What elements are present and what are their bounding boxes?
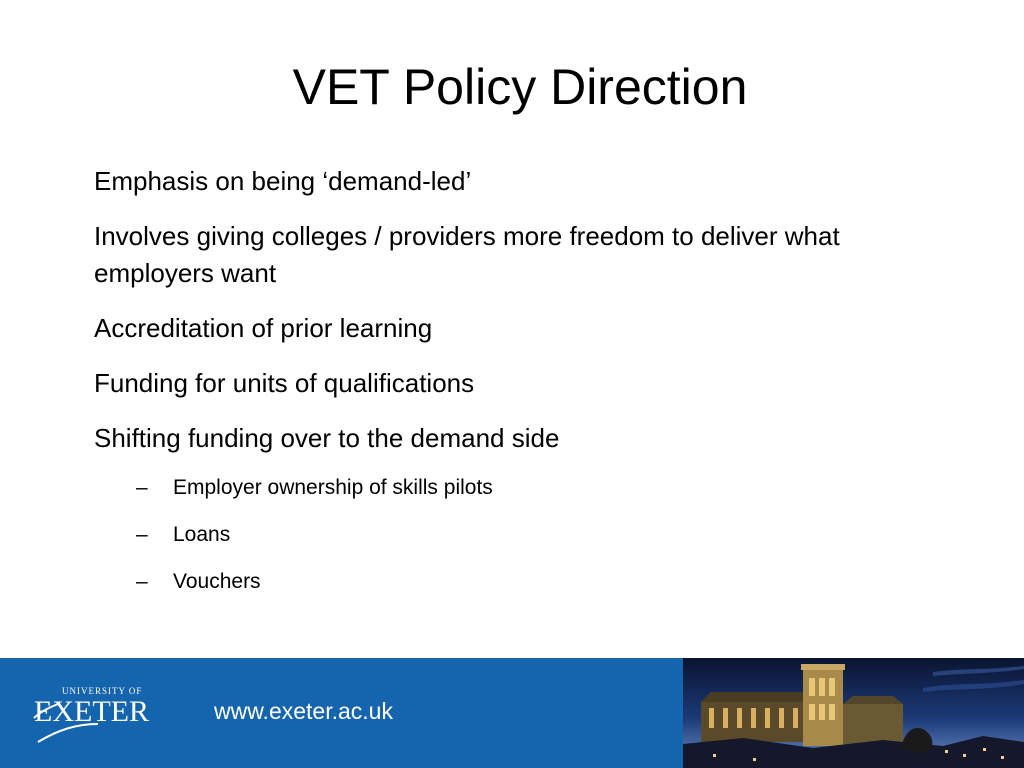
cathedral-photo: [683, 658, 1024, 768]
bullet-item: Shifting funding over to the demand side: [94, 423, 560, 453]
slide-title: VET Policy Direction: [292, 59, 748, 115]
sub-bullet-item: [136, 476, 736, 500]
bullet-list: [94, 163, 914, 475]
bullet-item: Involves giving colleges / providers more freedom to deliver what employers want: [94, 221, 840, 288]
bullet-item: Emphasis on being ‘demand-led’: [94, 166, 472, 196]
university-of-exeter-logo: [28, 684, 178, 746]
logo-big-text: EXETER: [34, 695, 149, 728]
dash-marker: –: [136, 523, 148, 546]
sub-bullet-item: [136, 523, 736, 547]
dash-marker: –: [136, 476, 148, 499]
bullet-item: Funding for units of qualifications: [94, 368, 475, 398]
bullet-item: Accreditation of prior learning: [94, 313, 433, 343]
footer-url[interactable]: www.exeter.ac.uk: [214, 698, 393, 724]
footer-bar: [0, 658, 1024, 768]
sub-bullet-text: Employer ownership of skills pilots: [173, 476, 493, 499]
sub-bullet-text: Vouchers: [173, 570, 261, 593]
logo-small-text: UNIVERSITY OF: [62, 686, 143, 696]
dash-marker: –: [136, 570, 148, 593]
sub-bullet-item: [136, 570, 736, 594]
sub-bullet-text: Loans: [173, 523, 231, 546]
